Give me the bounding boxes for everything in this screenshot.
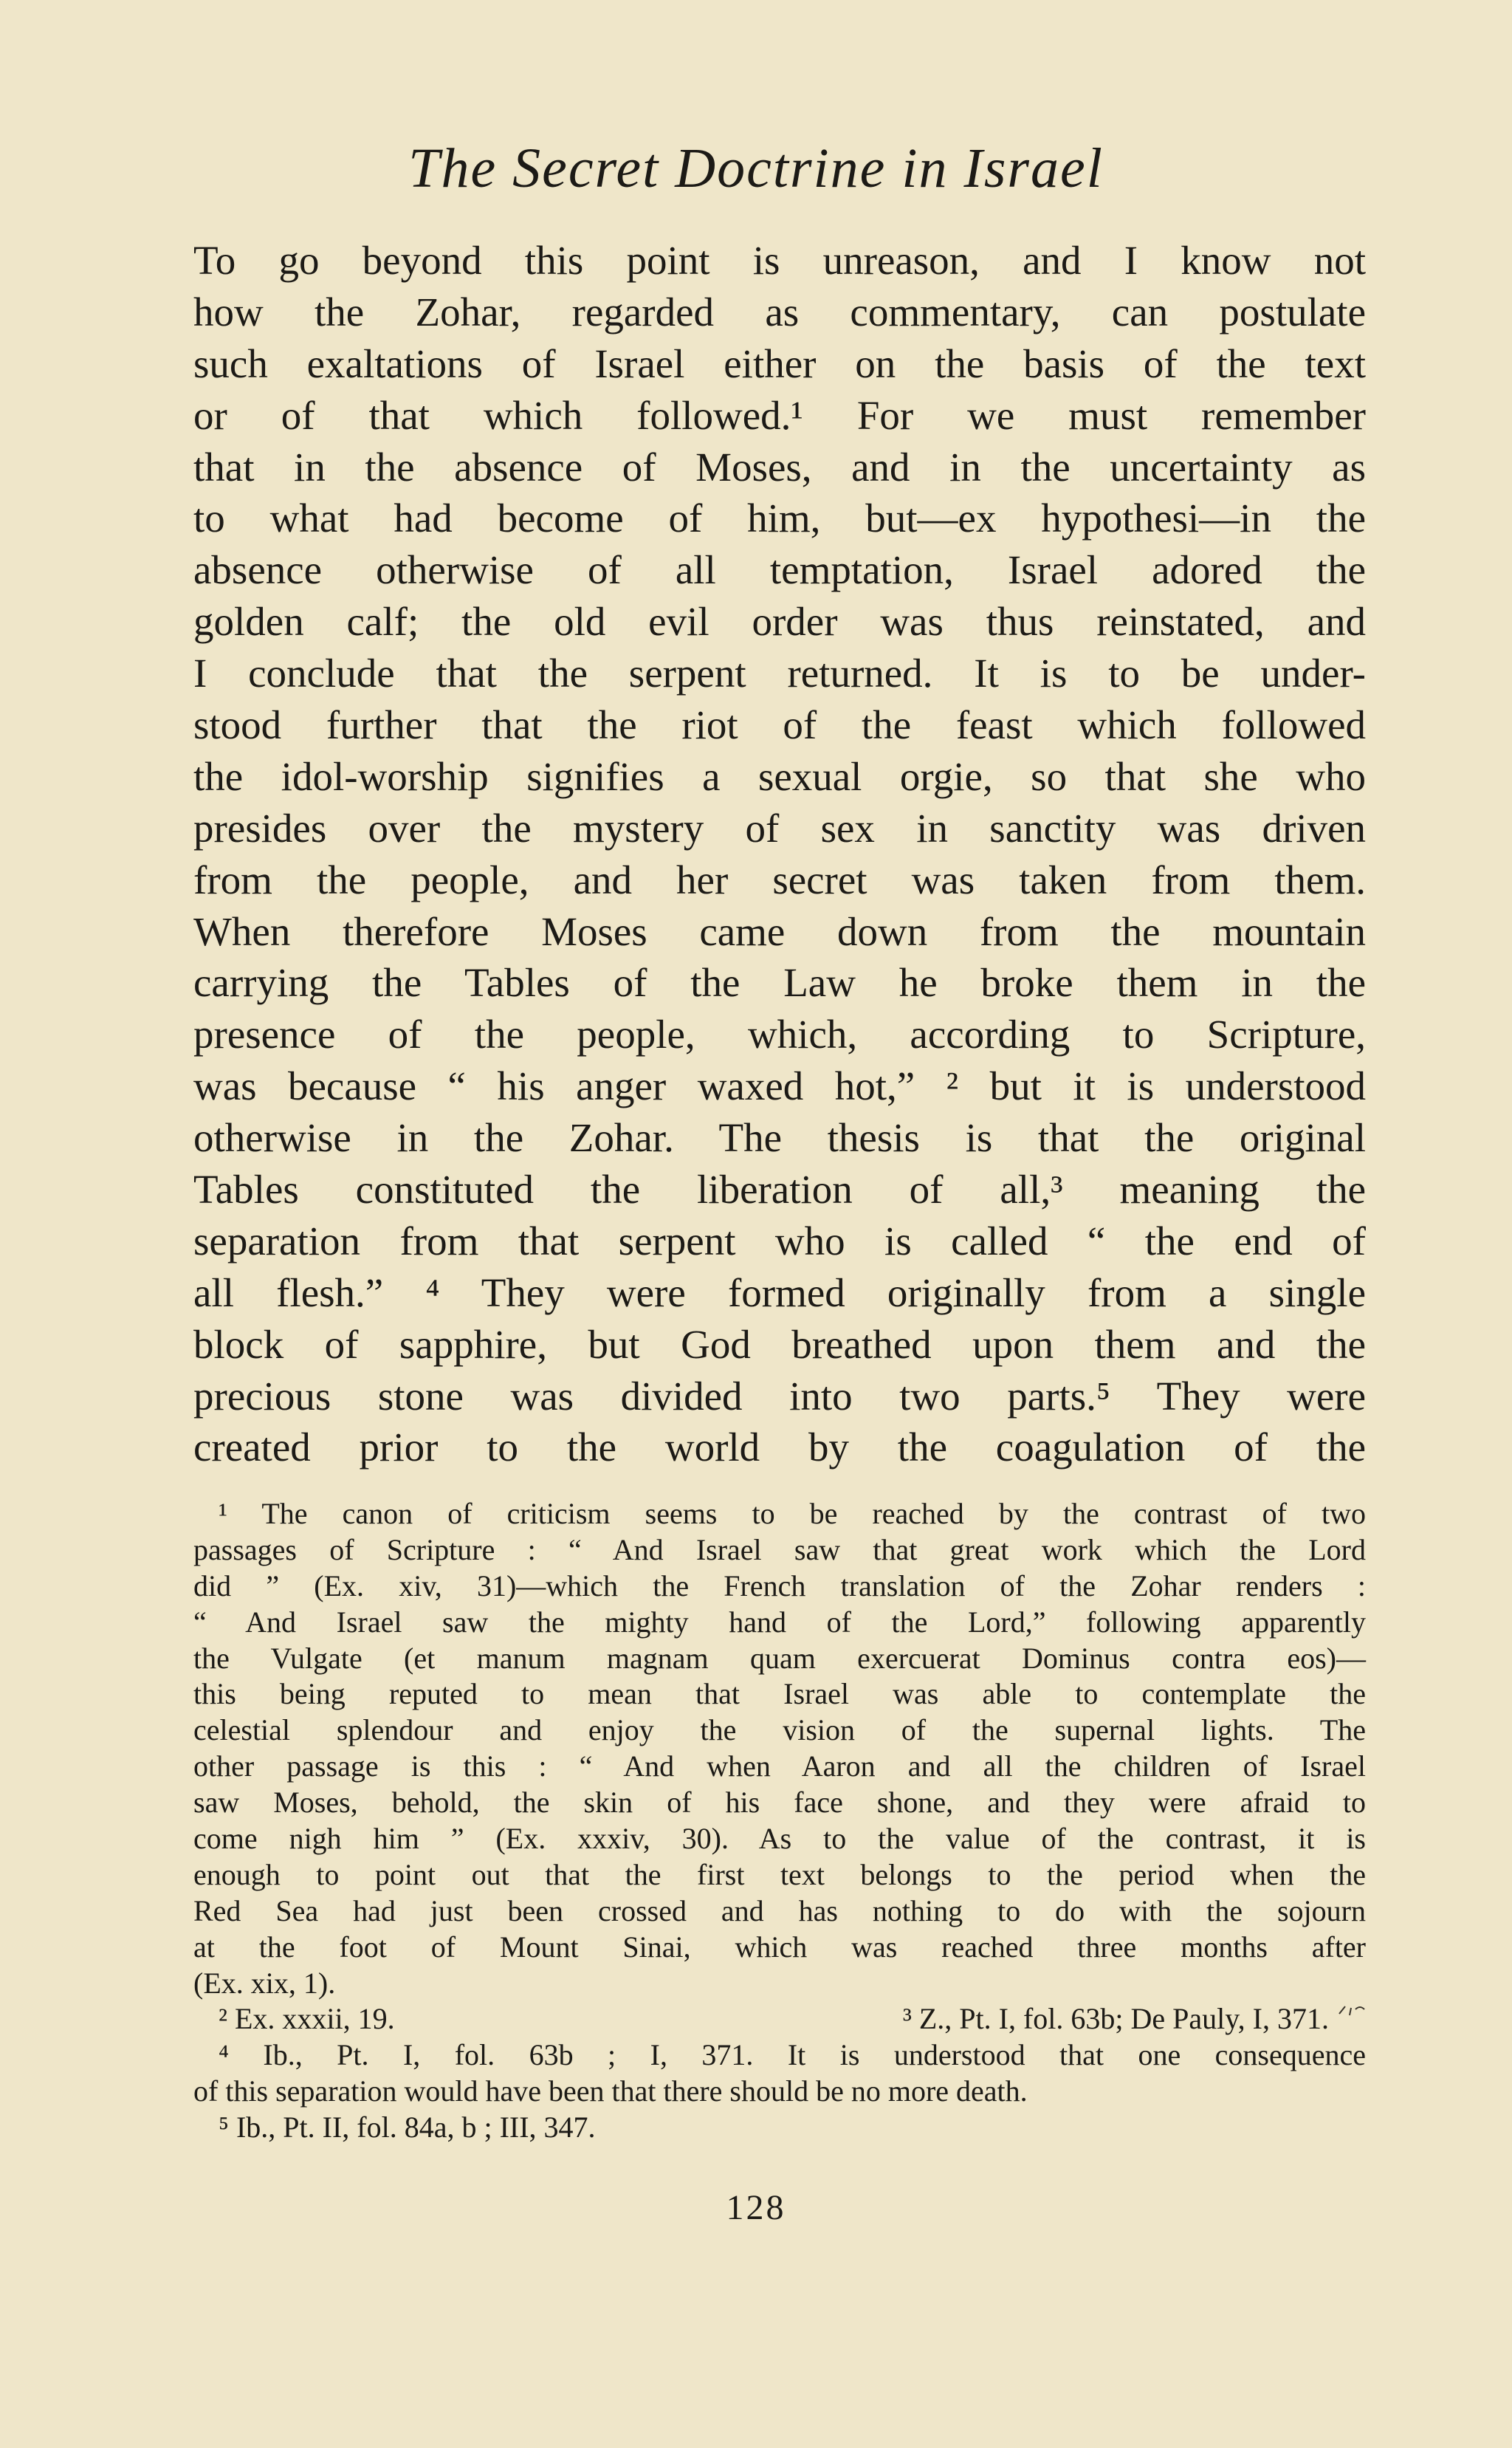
footnotes (193, 1496, 1366, 2146)
body-line: carrying the Tables of the Law he broke them in the (193, 960, 1366, 1006)
footnote-3: ³ Z., Pt. I, fol. 63b; De Pauly, I, 371. (903, 2001, 1366, 2037)
body-line: created prior to the world by the coagulation of the (193, 1424, 1366, 1470)
page-number: 128 (726, 2188, 786, 2227)
footnote-line: passages of Scripture : “ And Israel saw that great work which the Lord (193, 1532, 1366, 1566)
body-line: block of sapphire, but God breathed upon them and the (193, 1321, 1366, 1367)
body-line: presides over the mystery of sex in sanctity was driven (193, 805, 1366, 851)
footnote-line: (Ex. xix, 1). (193, 1966, 336, 2000)
footnote-4-continued: of this separation would have been that there should be no more death. (193, 2074, 1028, 2108)
body-line: all flesh.” ⁴ They were formed originally from a single (193, 1269, 1366, 1315)
body-line: When therefore Moses came down from the mountain (193, 908, 1366, 954)
body-line: the idol-worship signifies a sexual orgie, so that she who (193, 753, 1366, 799)
body-line: or of that which followed.¹ For we must remember (193, 392, 1366, 438)
body-line: presence of the people, which, according to Scripture, (193, 1012, 1366, 1057)
body-line: stood further that the riot of the feast which followed (193, 702, 1366, 748)
footnote-5: ⁵ Ib., Pt. II, fol. 84a, b ; III, 347. (219, 2111, 596, 2144)
footnote-line: enough to point out that the first text belongs to the period when the (193, 1857, 1366, 1891)
footnote-line: did ” (Ex. xiv, 31)—which the French translation of the Zohar renders : (193, 1568, 1366, 1602)
footnote-line: at the foot of Mount Sinai, which was reached three months after (193, 1930, 1366, 1964)
footnote-line: “ And Israel saw the mighty hand of the Lord,” following apparently (193, 1605, 1366, 1639)
body-line: otherwise in the Zohar. The thesis is that the original (193, 1115, 1366, 1161)
body-line: Tables constituted the liberation of all,³ meaning the (193, 1167, 1366, 1213)
footnote-line: Red Sea had just been crossed and has nothing to do with the sojourn (193, 1893, 1366, 1927)
footnote-line: this being reputed to mean that Israel was able to contemplate the (193, 1677, 1366, 1711)
body-line: was because “ his anger waxed hot,” ² but it is understood (193, 1063, 1366, 1109)
body-line: that in the absence of Moses, and in the uncertainty as (193, 444, 1366, 490)
body-line: from the people, and her secret was taken from them. (193, 857, 1366, 902)
footnote-line: celestial splendour and enjoy the vision of the supernal lights. The (193, 1713, 1366, 1747)
footnote-line: ¹ The canon of criticism seems to be reached by the contrast of two (219, 1497, 1366, 1530)
body-line: absence otherwise of all temptation, Israel adored the (193, 547, 1366, 593)
ink-mark-icon (1336, 2003, 1366, 2018)
body-line: how the Zohar, regarded as commentary, can postulate (193, 289, 1366, 335)
footnote-4: ⁴ Ib., Pt. I, fol. 63b ; I, 371. It is understood that one consequence (219, 2038, 1366, 2072)
body-line: separation from that serpent who is called “ the end of (193, 1218, 1366, 1264)
footnote-row-2-3 (193, 2001, 1366, 2037)
footnote-line: other passage is this : “ And when Aaron and all the children of Israel (193, 1749, 1366, 1783)
body-line: precious stone was divided into two parts.⁵ They were (193, 1373, 1366, 1419)
footnote-line: the Vulgate (et manum magnam quam exercuerat Dominus contra eos)— (193, 1641, 1366, 1675)
footnote-2: ² Ex. xxxii, 19. (219, 2002, 395, 2036)
running-head: The Secret Doctrine in Israel (408, 137, 1104, 199)
body-text (193, 235, 1366, 1473)
body-line: such exaltations of Israel either on the basis of the text (193, 340, 1366, 386)
body-line: to what had become of him, but—ex hypothesi—in the (193, 496, 1366, 541)
body-line: To go beyond this point is unreason, and I know not (193, 238, 1366, 283)
footnote-line: come nigh him ” (Ex. xxxiv, 30). As to the value of the contrast, it is (193, 1822, 1366, 1856)
body-line: golden calf; the old evil order was thus reinstated, and (193, 599, 1366, 645)
footnote-line: saw Moses, behold, the skin of his face shone, and they were afraid to (193, 1786, 1366, 1820)
body-line: I conclude that the serpent returned. It is to be under- (193, 651, 1366, 696)
